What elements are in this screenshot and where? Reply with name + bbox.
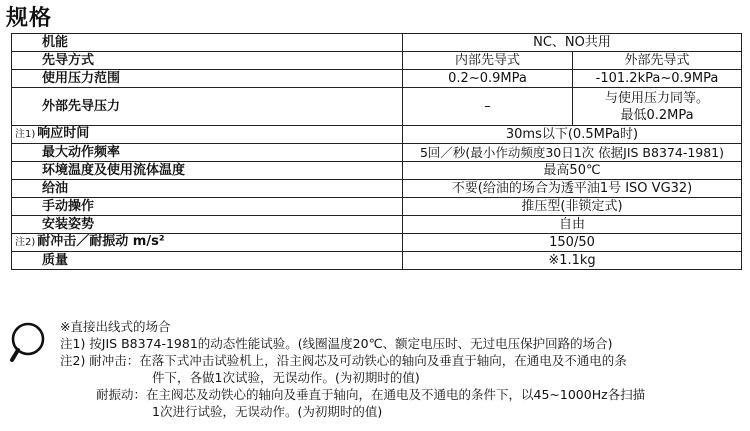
row-label-text: 环境温度及使用流体温度 [42, 162, 186, 178]
row-value-external [573, 88, 742, 126]
magnifier-icon [8, 320, 48, 368]
note-1: 注1) 按JIS B8374-1981的动态性能试验。(线圈温度20℃、额定电压时、无过电压保护回路的场合) [60, 336, 613, 351]
note-2-line-1: 注2) 耐冲击：在落下式冲击试验机上，沿主阀芯及可动铁心的轴向及垂直于轴向，在通电及不通电的条 [60, 353, 627, 368]
row-note-marker: 注2) [15, 237, 36, 248]
row-label [12, 52, 403, 70]
row-label [12, 88, 403, 126]
page-title: 规格 [6, 6, 53, 31]
table-row [12, 198, 742, 216]
row-label [12, 252, 403, 270]
row-label [12, 180, 403, 198]
table-row [12, 216, 742, 234]
row-label-text: 质量 [42, 252, 69, 268]
row-label-text: 给油 [42, 180, 69, 196]
note-2-line-4: 1次进行试验，无误动作。(为初期时的值) [152, 404, 383, 419]
row-value: 150/50 [403, 234, 742, 252]
row-value: NC、NO共用 [403, 34, 742, 52]
row-label-text: 最大动作频率 [42, 144, 121, 160]
row-label [12, 216, 403, 234]
row-note-marker: 注1) [15, 129, 36, 140]
row-label-text: 耐冲击／耐振动 m/s² [37, 234, 165, 249]
spec-table [11, 33, 742, 270]
row-value: 推压型(非锁定式) [403, 198, 742, 216]
table-row [12, 126, 742, 144]
row-label [12, 34, 403, 52]
row-value-internal: 0.2~0.9MPa [403, 70, 573, 88]
row-value-line: 最低0.2MPa [620, 107, 694, 123]
footnotes [0, 316, 750, 431]
table-row [12, 162, 742, 180]
row-label-text: 机能 [42, 34, 69, 50]
row-label-text: 先导方式 [42, 52, 95, 68]
table-row [12, 70, 742, 88]
table-row [12, 34, 742, 52]
row-value-internal: – [403, 88, 573, 126]
note-2-line-3: 耐振动：在主阀芯及动铁心的轴向及垂直于轴向，在通电及不通电的条件下，以45~1000Hz各扫描 [96, 387, 646, 402]
row-label [12, 126, 403, 144]
note-direct-wire: ※直接出线式的场合 [60, 319, 171, 334]
table-row [12, 88, 742, 126]
table-row [12, 52, 742, 70]
row-label-text: 手动操作 [42, 198, 95, 214]
row-label [12, 162, 403, 180]
row-label [12, 70, 403, 88]
table-row [12, 180, 742, 198]
row-label [12, 198, 403, 216]
table-row [12, 252, 742, 270]
row-label [12, 234, 403, 252]
row-label-text: 外部先导压力 [42, 98, 121, 114]
row-value-internal: 内部先导式 [403, 52, 573, 70]
row-value: 自由 [403, 216, 742, 234]
table-row [12, 234, 742, 252]
row-value: ※1.1kg [403, 252, 742, 270]
row-value: 30ms以下(0.5MPa时) [403, 126, 742, 144]
row-label-text: 使用压力范围 [42, 70, 121, 86]
table-row [12, 144, 742, 162]
row-label-text: 响应时间 [37, 126, 90, 141]
row-value: 不要(给油的场合为透平油1号 ISO VG32) [403, 180, 742, 198]
row-value: 最高50℃ [403, 162, 742, 180]
row-label-text: 安装姿势 [42, 216, 95, 232]
row-value-line: 与使用压力同等。 [605, 90, 710, 106]
row-label [12, 144, 403, 162]
row-value-external: 外部先导式 [573, 52, 742, 70]
note-2-line-2: 件下，各做1次试验，无误动作。(为初期时的值) [152, 370, 420, 385]
row-value: 5回／秒(最小作动频度30日1次 依据JIS B8374-1981) [403, 144, 742, 162]
row-value-external: -101.2kPa~0.9MPa [573, 70, 742, 88]
